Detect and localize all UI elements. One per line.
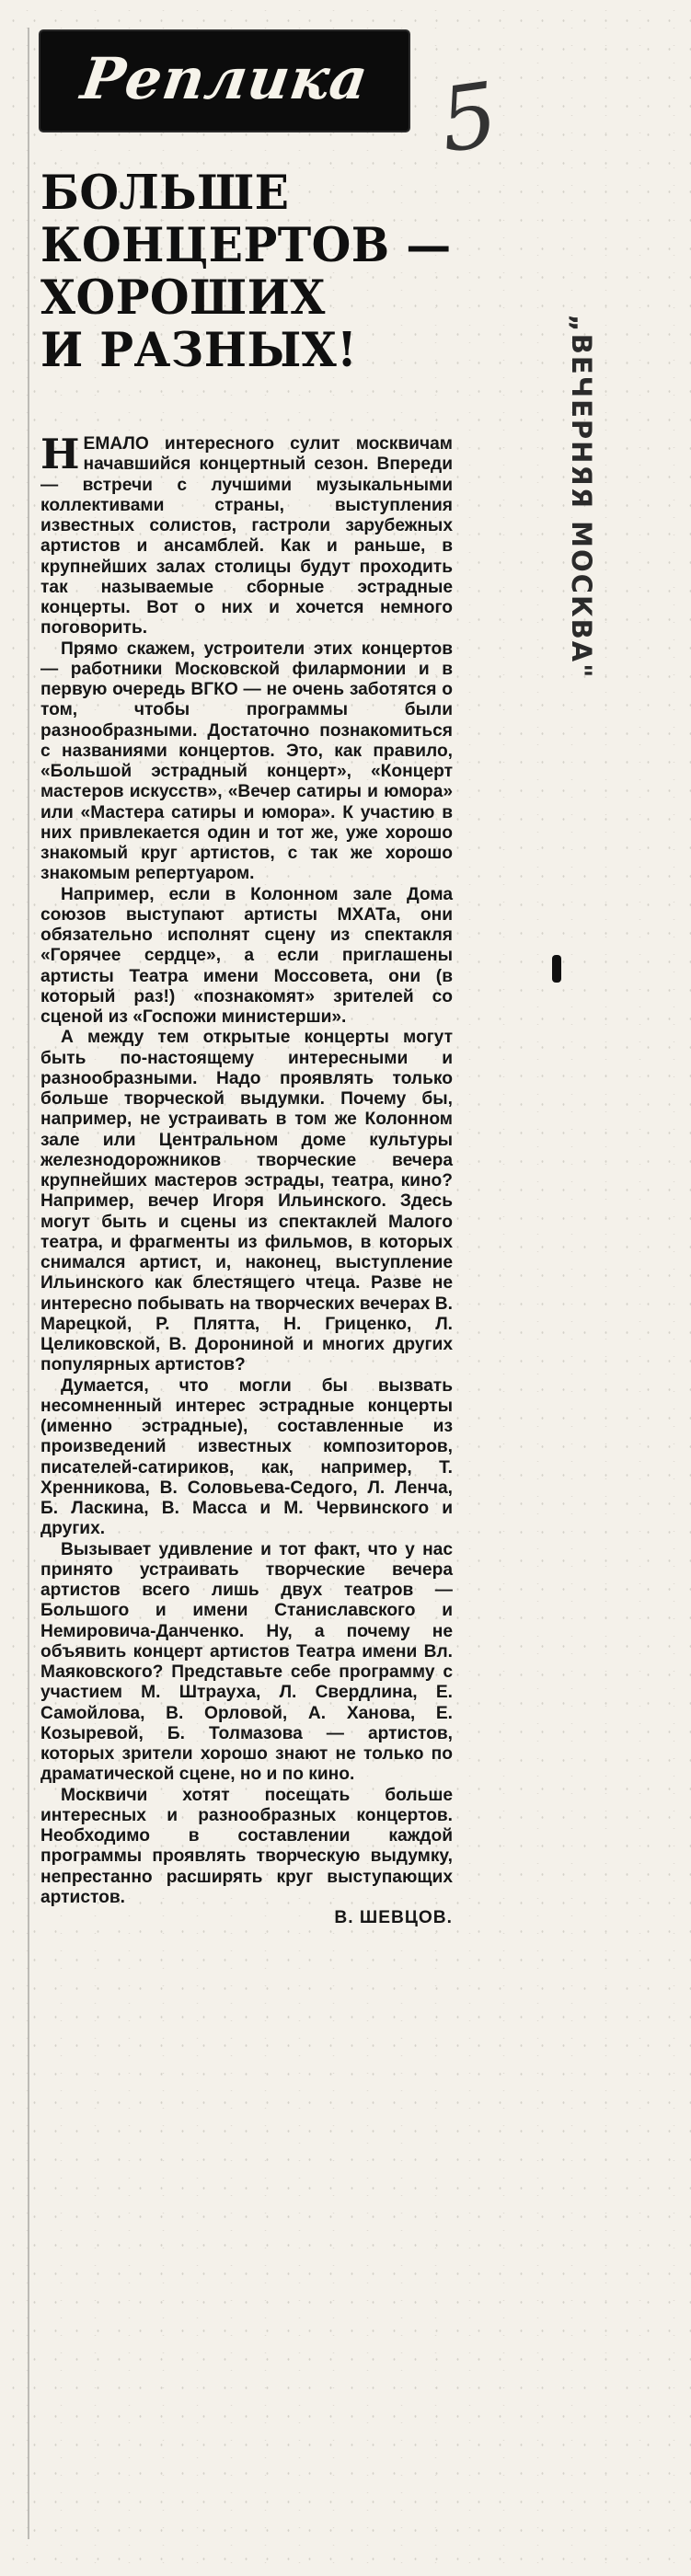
headline-line: БОЛЬШЕ	[40, 166, 290, 221]
source-stamp	[554, 314, 609, 680]
headline-line: ХОРОШИХ	[40, 270, 326, 326]
article-paragraph: Например, если в Колонном зале Дома союзов выступают артисты МХАТа, они обязательно исполнят сцену из спектакля «Горячее сердце», а если приглашены артисты Театра имени Моссовета, они (в который раз!) «познакомят» зрителей со сценой из «Госпожи министерши».	[40, 884, 453, 1027]
column-rule	[28, 28, 29, 2539]
rubric-title: Реплика	[76, 45, 373, 112]
article-paragraph: Вызывает удивление и тот факт, что у нас принято устраивать творческие вечера артистов всего лишь двух театров — Большого и имени Станиславского и Немировича-Данченко. Ну, а почему не объявить концерт артистов Театра имени Вл. Маяковского? Представьте себе программу с участием М. Штрауха, Л. Свердлина, Е. Самойлова, В. Орловой, А. Ханова, Е. Козыревой, Б. Толмазова — артистов, которых зрители хорошо знают не только по драматической сцене, но и по кино.	[40, 1539, 453, 1785]
headline-line: КОНЦЕРТОВ —	[40, 218, 452, 273]
article-paragraph: Москвичи хотят посещать больше интересных и разнообразных концертов. Необходимо в составлении каждой программы проявлять творческую выдумку, непрестанно расширять круг выступающих артистов.	[40, 1785, 453, 1907]
article-paragraph: Прямо скажем, устроители этих концертов — работники Московской филармонии и в первую очередь ВГКО — не очень заботятся о том, чтобы программы были разнообразными. Достаточно познакомиться с названиями концертов. Это, как правило, «Большой эстрадный концерт», «Концерт мастеров искусств», «Вечер сатиры и юмора» или «Мастера сатиры и юмора». К участию в них привлекается один и тот же, уже хорошо знакомый круг артистов, с так же хорошо знакомым репертуаром.	[40, 638, 453, 884]
paragraph-text: ЕМАЛО интересного сулит москвичам начавшийся концертный сезон. Впереди — встречи с лучшими музыкальными коллективами страны, выступления известных солистов, гастроли зарубежных артистов и ансамблей. Как и раньше, в крупнейших залах столицы будут проходить так называемые сборные эстрадные концерты. Вот о них и хочется немного поговорить.	[40, 434, 453, 638]
headline-line: И РАЗНЫХ!	[40, 323, 358, 378]
rubric-banner	[40, 31, 409, 131]
author-signature: В. ШЕВЦОВ.	[334, 1908, 453, 1927]
ink-mark	[552, 955, 561, 983]
article-paragraph: Думается, что могли бы вызвать несомненный интерес эстрадные концерты (именно эстрадные), составленные из произведений известных композиторов, писателей-сатириков, как, например, Т. Хренникова, В. Соловьева-Седого, Л. Ленча, Б. Ласкина, В. Масса и М. Червинского и других.	[40, 1375, 453, 1539]
drop-cap: Н	[40, 430, 80, 478]
headline	[40, 166, 452, 378]
article-paragraph	[40, 430, 453, 639]
source-stamp-text: „ВЕЧЕРНЯЯ МОСКВА"	[566, 314, 597, 680]
handwritten-page-number: 5	[433, 63, 504, 173]
article-body	[40, 430, 453, 2559]
article-paragraph: А между тем открытые концерты могут быть по-настоящему интересными и разнообразными. Надо проявлять только больше творческой выдумки. Почему бы, например, не устраивать в том же Колонном зале или Центральном доме культуры железнодорожников творческие вечера крупнейших мастеров эстрады, театра, кино? Например, вечер Игоря Ильинского. Здесь могут быть и сцены из спектаклей Малого театра, и фрагменты из фильмов, в которых снимался артист, и, наконец, выступление Ильинского как блестящего чтеца. Разве не интересно побывать на творческих вечерах В. Марецкой, Р. Плятта, Н. Гриценко, Л. Целиковской, В. Дорониной и многих других популярных артистов?	[40, 1028, 453, 1375]
